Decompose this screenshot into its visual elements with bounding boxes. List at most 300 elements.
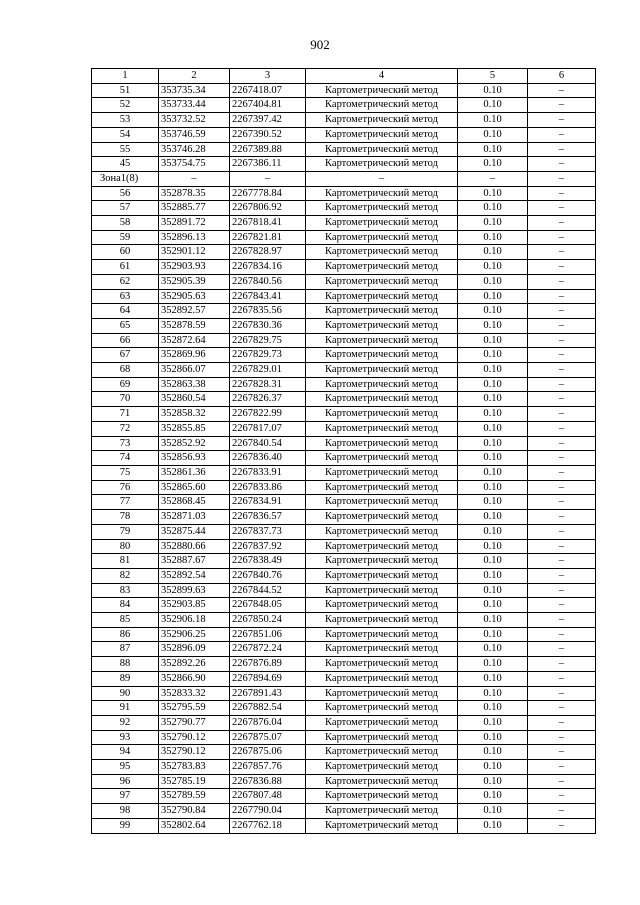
table-cell: – — [528, 701, 596, 716]
table-cell: 2267807.48 — [230, 789, 306, 804]
table-cell: 352868.45 — [159, 495, 230, 510]
table-cell: 0.10 — [458, 510, 528, 525]
table-row — [92, 804, 596, 819]
table-cell: 0.10 — [458, 304, 528, 319]
table-row — [92, 157, 596, 172]
table-cell: – — [528, 363, 596, 378]
table-cell: – — [528, 480, 596, 495]
table-cell: – — [458, 171, 528, 186]
table-cell: Картометрический метод — [306, 598, 458, 613]
table-cell: 0.10 — [458, 627, 528, 642]
table-cell: 98 — [92, 804, 159, 819]
table-cell: – — [528, 627, 596, 642]
table-cell: 2267835.56 — [230, 304, 306, 319]
table-cell: 2267833.91 — [230, 465, 306, 480]
table-cell: Картометрический метод — [306, 465, 458, 480]
table-cell: Картометрический метод — [306, 789, 458, 804]
table-cell: 352896.13 — [159, 230, 230, 245]
table-cell: 352901.12 — [159, 245, 230, 260]
table-cell: 2267833.86 — [230, 480, 306, 495]
table-cell: 65 — [92, 318, 159, 333]
table-cell: 76 — [92, 480, 159, 495]
table-cell: 0.10 — [458, 804, 528, 819]
table-cell: 0.10 — [458, 745, 528, 760]
table-cell: 71 — [92, 407, 159, 422]
table-cell: 88 — [92, 657, 159, 672]
table-cell: 352906.18 — [159, 613, 230, 628]
table-cell: 352899.63 — [159, 583, 230, 598]
table-cell: 352896.09 — [159, 642, 230, 657]
table-cell: – — [528, 407, 596, 422]
table-row — [92, 745, 596, 760]
table-row — [92, 568, 596, 583]
table-cell: Картометрический метод — [306, 333, 458, 348]
table-cell: – — [528, 260, 596, 275]
table-cell: 352871.03 — [159, 510, 230, 525]
table-cell: Картометрический метод — [306, 583, 458, 598]
table-cell: 352892.57 — [159, 304, 230, 319]
table-cell: 62 — [92, 274, 159, 289]
table-cell: – — [528, 554, 596, 569]
table-cell: 0.10 — [458, 671, 528, 686]
table-cell: 2267389.88 — [230, 142, 306, 157]
table-row — [92, 186, 596, 201]
table-cell: 353732.52 — [159, 113, 230, 128]
table-cell: – — [528, 789, 596, 804]
table-cell: – — [528, 201, 596, 216]
table-cell: 2267840.76 — [230, 568, 306, 583]
table-cell: 0.10 — [458, 760, 528, 775]
table-cell: Картометрический метод — [306, 539, 458, 554]
table-cell: – — [528, 421, 596, 436]
table-cell: 2267834.91 — [230, 495, 306, 510]
table-row — [92, 377, 596, 392]
table-cell: Картометрический метод — [306, 627, 458, 642]
table-cell: 0.10 — [458, 730, 528, 745]
table-row — [92, 627, 596, 642]
table-cell: 0.10 — [458, 715, 528, 730]
table-cell: 73 — [92, 436, 159, 451]
table-cell: 0.10 — [458, 421, 528, 436]
table-cell: Картометрический метод — [306, 510, 458, 525]
table-cell: – — [528, 142, 596, 157]
table-cell: – — [528, 245, 596, 260]
table-cell: 0.10 — [458, 113, 528, 128]
table-cell: 0.10 — [458, 142, 528, 157]
table-cell: 2267876.89 — [230, 657, 306, 672]
table-cell: – — [528, 804, 596, 819]
table-cell: – — [528, 671, 596, 686]
table-cell: 0.10 — [458, 333, 528, 348]
table-cell: Картометрический метод — [306, 774, 458, 789]
table-cell: Картометрический метод — [306, 392, 458, 407]
table-cell: 2267840.56 — [230, 274, 306, 289]
table-cell: 0.10 — [458, 186, 528, 201]
table-cell: – — [528, 568, 596, 583]
table-cell: 352872.64 — [159, 333, 230, 348]
table-cell: 352869.96 — [159, 348, 230, 363]
column-header: 2 — [159, 69, 230, 84]
table-cell: 353754.75 — [159, 157, 230, 172]
table-cell: 60 — [92, 245, 159, 260]
table-cell: 0.10 — [458, 451, 528, 466]
table-row — [92, 539, 596, 554]
table-cell: – — [230, 171, 306, 186]
table-cell: Картометрический метод — [306, 480, 458, 495]
table-cell: 353746.28 — [159, 142, 230, 157]
table-cell: 2267851.06 — [230, 627, 306, 642]
table-cell: – — [528, 186, 596, 201]
table-cell: Картометрический метод — [306, 715, 458, 730]
table-cell: 352887.67 — [159, 554, 230, 569]
table-row — [92, 113, 596, 128]
table-cell: – — [528, 642, 596, 657]
table-cell: 352863.38 — [159, 377, 230, 392]
table-cell: 352878.35 — [159, 186, 230, 201]
table-row — [92, 671, 596, 686]
table-cell: 56 — [92, 186, 159, 201]
table-row — [92, 465, 596, 480]
table-cell: – — [528, 289, 596, 304]
table-cell: 352833.32 — [159, 686, 230, 701]
table-cell: 352795.59 — [159, 701, 230, 716]
table-cell: 352860.54 — [159, 392, 230, 407]
table-cell: Картометрический метод — [306, 201, 458, 216]
table-row — [92, 230, 596, 245]
table-row — [92, 421, 596, 436]
table-cell: 2267829.75 — [230, 333, 306, 348]
table-cell: 0.10 — [458, 789, 528, 804]
table-cell: 2267386.11 — [230, 157, 306, 172]
table-row — [92, 142, 596, 157]
column-header: 5 — [458, 69, 528, 84]
table-cell: 64 — [92, 304, 159, 319]
table-row — [92, 480, 596, 495]
table-cell: 0.10 — [458, 613, 528, 628]
table-cell: 353735.34 — [159, 83, 230, 98]
table-cell: Картометрический метод — [306, 83, 458, 98]
table-cell: 2267778.84 — [230, 186, 306, 201]
column-header: 6 — [528, 69, 596, 84]
table-cell: – — [528, 465, 596, 480]
table-cell: 2267822.99 — [230, 407, 306, 422]
table-cell: Картометрический метод — [306, 127, 458, 142]
table-row — [92, 701, 596, 716]
table-cell: Картометрический метод — [306, 363, 458, 378]
table-row — [92, 642, 596, 657]
column-header: 3 — [230, 69, 306, 84]
table-cell: – — [528, 583, 596, 598]
table-cell: 68 — [92, 363, 159, 378]
table-cell: Картометрический метод — [306, 157, 458, 172]
table-cell: 57 — [92, 201, 159, 216]
table-cell: 2267828.31 — [230, 377, 306, 392]
table-cell: Картометрический метод — [306, 804, 458, 819]
table-cell: 66 — [92, 333, 159, 348]
table-cell: 0.10 — [458, 216, 528, 231]
table-cell: 2267790.04 — [230, 804, 306, 819]
table-cell: 2267828.97 — [230, 245, 306, 260]
table-cell: 2267418.07 — [230, 83, 306, 98]
table-cell: Картометрический метод — [306, 745, 458, 760]
table-cell: 352866.90 — [159, 671, 230, 686]
table-cell: 78 — [92, 510, 159, 525]
table-cell: 0.10 — [458, 774, 528, 789]
table-cell: 0.10 — [458, 98, 528, 113]
table-cell: 69 — [92, 377, 159, 392]
table-cell: 0.10 — [458, 274, 528, 289]
table-cell: 0.10 — [458, 818, 528, 833]
table-cell: 2267829.73 — [230, 348, 306, 363]
table-cell: – — [528, 451, 596, 466]
table-cell: 0.10 — [458, 230, 528, 245]
table-cell: 353733.44 — [159, 98, 230, 113]
table-cell: 0.10 — [458, 436, 528, 451]
table-row — [92, 289, 596, 304]
table-row — [92, 789, 596, 804]
table-cell: Картометрический метод — [306, 348, 458, 363]
table-cell: Картометрический метод — [306, 304, 458, 319]
table-cell: 2267836.40 — [230, 451, 306, 466]
column-header: 1 — [92, 69, 159, 84]
table-cell: Картометрический метод — [306, 730, 458, 745]
table-cell: Картометрический метод — [306, 421, 458, 436]
table-cell: 352892.54 — [159, 568, 230, 583]
table-cell: – — [528, 377, 596, 392]
table-row — [92, 715, 596, 730]
table-cell: 0.10 — [458, 363, 528, 378]
column-header: 4 — [306, 69, 458, 84]
table-cell: 0.10 — [458, 701, 528, 716]
table-row — [92, 760, 596, 775]
table-row — [92, 245, 596, 260]
table-cell: 2267882.54 — [230, 701, 306, 716]
table-cell: – — [528, 171, 596, 186]
table-cell: 2267762.18 — [230, 818, 306, 833]
table-cell: 2267848.05 — [230, 598, 306, 613]
table-cell: 2267829.01 — [230, 363, 306, 378]
table-cell: 91 — [92, 701, 159, 716]
table-cell: Картометрический метод — [306, 760, 458, 775]
table-cell: 353746.59 — [159, 127, 230, 142]
table-cell: 352856.93 — [159, 451, 230, 466]
table-cell: 352905.63 — [159, 289, 230, 304]
table-row — [92, 774, 596, 789]
table-cell: 72 — [92, 421, 159, 436]
table-cell: 0.10 — [458, 201, 528, 216]
table-cell: 0.10 — [458, 289, 528, 304]
table-cell: 2267836.57 — [230, 510, 306, 525]
table-row — [92, 818, 596, 833]
table-cell: 0.10 — [458, 539, 528, 554]
table-cell: 0.10 — [458, 583, 528, 598]
table-cell: 352790.84 — [159, 804, 230, 819]
table-row — [92, 598, 596, 613]
table-cell: – — [528, 657, 596, 672]
table-cell: 0.10 — [458, 524, 528, 539]
table-cell: – — [528, 510, 596, 525]
table-cell: – — [528, 274, 596, 289]
table-cell: Картометрический метод — [306, 495, 458, 510]
table-row — [92, 730, 596, 745]
table-row — [92, 392, 596, 407]
table-cell: 0.10 — [458, 392, 528, 407]
table-row — [92, 201, 596, 216]
table-cell: 352865.60 — [159, 480, 230, 495]
table-row — [92, 510, 596, 525]
table-cell: – — [528, 333, 596, 348]
table-row — [92, 260, 596, 275]
table-cell: 94 — [92, 745, 159, 760]
table-cell: Картометрический метод — [306, 98, 458, 113]
table-cell: 59 — [92, 230, 159, 245]
table-cell: 2267891.43 — [230, 686, 306, 701]
table-cell: Картометрический метод — [306, 524, 458, 539]
table-cell: – — [528, 113, 596, 128]
table-cell: 352783.83 — [159, 760, 230, 775]
table-cell: – — [528, 730, 596, 745]
table-cell: 93 — [92, 730, 159, 745]
table-cell: 0.10 — [458, 245, 528, 260]
table-cell: 2267876.04 — [230, 715, 306, 730]
table-row — [92, 613, 596, 628]
table-cell: 2267821.81 — [230, 230, 306, 245]
table-cell: – — [528, 98, 596, 113]
table-cell: Картометрический метод — [306, 554, 458, 569]
table-cell: 81 — [92, 554, 159, 569]
table-row — [92, 363, 596, 378]
table-cell: 55 — [92, 142, 159, 157]
table-cell: 2267840.54 — [230, 436, 306, 451]
table-cell: 0.10 — [458, 260, 528, 275]
table-row — [92, 436, 596, 451]
page-number: 902 — [310, 37, 330, 52]
table-cell: – — [528, 539, 596, 554]
table-body — [92, 83, 596, 833]
table-cell: 352891.72 — [159, 216, 230, 231]
table-cell: 0.10 — [458, 686, 528, 701]
table-cell: 70 — [92, 392, 159, 407]
table-cell: – — [528, 157, 596, 172]
table-cell: 2267837.73 — [230, 524, 306, 539]
table-cell: 58 — [92, 216, 159, 231]
table-cell: 2267838.49 — [230, 554, 306, 569]
table-cell: 61 — [92, 260, 159, 275]
table-cell: 352802.64 — [159, 818, 230, 833]
table-cell: Картометрический метод — [306, 642, 458, 657]
table-header-row — [92, 69, 596, 84]
table-cell: 352878.59 — [159, 318, 230, 333]
table-cell: Картометрический метод — [306, 245, 458, 260]
table-cell: – — [528, 436, 596, 451]
table-cell: Картометрический метод — [306, 568, 458, 583]
table-cell: 89 — [92, 671, 159, 686]
table-cell: 352861.36 — [159, 465, 230, 480]
table-cell: 0.10 — [458, 157, 528, 172]
table-cell: – — [159, 171, 230, 186]
table-cell: 82 — [92, 568, 159, 583]
table-row — [92, 407, 596, 422]
table-cell: 2267404.81 — [230, 98, 306, 113]
table-cell: 2267390.52 — [230, 127, 306, 142]
table-cell: 0.10 — [458, 83, 528, 98]
table-cell: 352858.32 — [159, 407, 230, 422]
table-cell: – — [528, 348, 596, 363]
table-row — [92, 686, 596, 701]
table-cell: Картометрический метод — [306, 436, 458, 451]
table-cell: 352852.92 — [159, 436, 230, 451]
coordinates-table — [91, 68, 596, 834]
table-cell: 97 — [92, 789, 159, 804]
table-cell: – — [528, 524, 596, 539]
table-cell: – — [528, 83, 596, 98]
table-cell: 0.10 — [458, 348, 528, 363]
table-cell: 352885.77 — [159, 201, 230, 216]
table-cell: 352790.77 — [159, 715, 230, 730]
table-cell: – — [528, 818, 596, 833]
table-cell: 0.10 — [458, 318, 528, 333]
table-cell: – — [306, 171, 458, 186]
table-row — [92, 98, 596, 113]
table-cell: 95 — [92, 760, 159, 775]
table-row — [92, 274, 596, 289]
table-cell: 352906.25 — [159, 627, 230, 642]
table-cell: 84 — [92, 598, 159, 613]
table-cell: 0.10 — [458, 642, 528, 657]
table-cell: 0.10 — [458, 598, 528, 613]
table-cell: 352903.93 — [159, 260, 230, 275]
table-cell: – — [528, 613, 596, 628]
table-cell: 2267837.92 — [230, 539, 306, 554]
table-row — [92, 348, 596, 363]
table-cell: Картометрический метод — [306, 657, 458, 672]
table-cell: 352903.85 — [159, 598, 230, 613]
table-cell: 2267857.76 — [230, 760, 306, 775]
table-row — [92, 554, 596, 569]
table-cell: 2267875.07 — [230, 730, 306, 745]
table-cell: Картометрический метод — [306, 407, 458, 422]
table-row — [92, 127, 596, 142]
table-cell: 96 — [92, 774, 159, 789]
table-cell: – — [528, 686, 596, 701]
table-cell: 52 — [92, 98, 159, 113]
table-cell: Картометрический метод — [306, 686, 458, 701]
table-cell: 75 — [92, 465, 159, 480]
table-cell: 0.10 — [458, 480, 528, 495]
table-cell: – — [528, 598, 596, 613]
table-cell: 2267834.16 — [230, 260, 306, 275]
table-cell: – — [528, 760, 596, 775]
table-cell: Картометрический метод — [306, 318, 458, 333]
table-cell: Картометрический метод — [306, 142, 458, 157]
table-cell: Картометрический метод — [306, 186, 458, 201]
table-row — [92, 583, 596, 598]
table-row — [92, 333, 596, 348]
table-cell: 2267826.37 — [230, 392, 306, 407]
table-cell: 54 — [92, 127, 159, 142]
table-cell: – — [528, 318, 596, 333]
table-cell: Картометрический метод — [306, 113, 458, 128]
table-row — [92, 657, 596, 672]
table-cell: 352905.39 — [159, 274, 230, 289]
table-cell: 0.10 — [458, 657, 528, 672]
table-cell: – — [528, 392, 596, 407]
table-cell: 0.10 — [458, 568, 528, 583]
table-cell: 45 — [92, 157, 159, 172]
table-cell: 352790.12 — [159, 745, 230, 760]
table-cell: Картометрический метод — [306, 451, 458, 466]
table-cell: – — [528, 495, 596, 510]
